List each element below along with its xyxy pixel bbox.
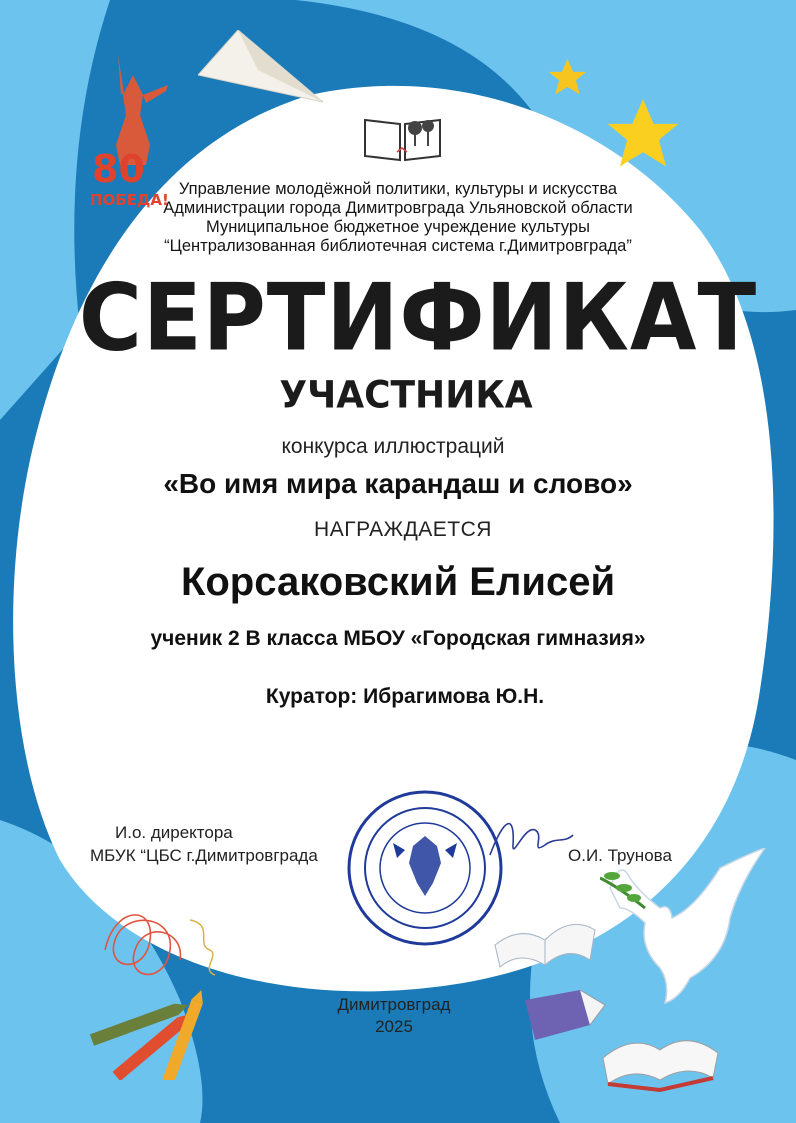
footer-city: Димитровград	[337, 995, 451, 1014]
contest-label: конкурса иллюстраций	[281, 435, 505, 458]
certificate-subtitle: УЧАСТНИКА	[279, 373, 533, 418]
org-line-3: Муниципальное бюджетное учреждение культуры	[206, 218, 590, 236]
books-icon	[490, 905, 600, 975]
star-icon	[598, 92, 688, 177]
dove-icon	[600, 848, 775, 1008]
curator: Куратор: Ибрагимова Ю.Н.	[265, 685, 545, 708]
signature-scribble	[485, 805, 575, 865]
org-line-1: Управление молодёжной политики, культуры и искусства	[178, 180, 618, 198]
director-organization: МБУК “ЦБС г.Димитровграда	[90, 846, 318, 865]
badge-text: ПОБЕДА!	[90, 191, 169, 209]
recipient-info: ученик 2 В класса МБОУ «Городская гимназия»	[150, 627, 646, 650]
director-position: И.о. директора	[115, 823, 233, 842]
signer-name: О.И. Трунова	[568, 846, 672, 865]
awarded-label: НАГРАЖДАЕТСЯ	[314, 518, 492, 541]
stamp-icon	[345, 788, 505, 948]
library-logo-icon	[360, 110, 445, 165]
footer-year: 2025	[375, 1017, 413, 1036]
org-line-2: Администрации города Димитровграда Ульяновской области	[163, 199, 633, 217]
certificate-title: СЕРТИФИКАТ	[78, 264, 758, 372]
paper-plane-icon	[198, 30, 328, 105]
star-icon	[545, 55, 590, 100]
contest-name: «Во имя мира карандаш и слово»	[163, 468, 633, 499]
org-line-4: “Централизованная библиотечная система г.Димитровграда”	[164, 237, 632, 255]
recipient-name: Корсаковский Елисей	[180, 560, 616, 604]
badge-number: 80	[92, 147, 145, 191]
